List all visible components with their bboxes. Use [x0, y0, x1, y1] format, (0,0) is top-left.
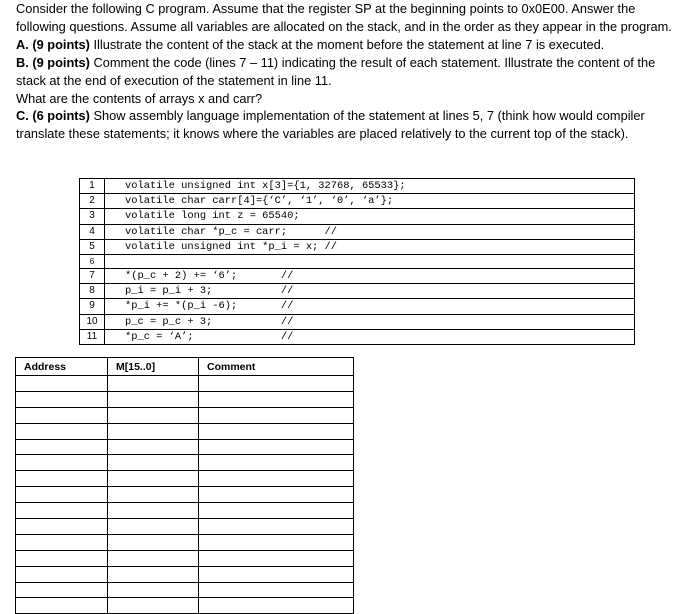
memory-row	[16, 550, 354, 566]
part-b-label: B. (9 points)	[16, 54, 90, 70]
memory-cell[interactable]	[108, 566, 199, 582]
memory-cell[interactable]	[16, 439, 108, 455]
memory-cell[interactable]	[108, 423, 199, 439]
memory-cell[interactable]	[199, 423, 354, 439]
line-source: volatile char carr[4]={‘C’, ‘1’, ‘0’, ‘a’};	[105, 194, 635, 209]
memory-cell[interactable]	[199, 376, 354, 392]
memory-row	[16, 519, 354, 535]
memory-cell[interactable]	[108, 439, 199, 455]
memory-cell[interactable]	[108, 471, 199, 487]
memory-cell[interactable]	[16, 566, 108, 582]
code-line	[80, 314, 635, 329]
memory-cell[interactable]	[16, 376, 108, 392]
memory-cell[interactable]	[199, 471, 354, 487]
code-line	[80, 209, 635, 224]
line-source: p_i = p_i + 3; //	[105, 284, 635, 299]
memory-cell[interactable]	[199, 455, 354, 471]
line-number: 1	[80, 179, 105, 194]
line-source: *(p_c + 2) += ‘6’; //	[105, 269, 635, 284]
memory-cell[interactable]	[108, 407, 199, 423]
line-source: volatile unsigned int *p_i = x; //	[105, 239, 635, 254]
part-b	[16, 54, 681, 90]
memory-cell[interactable]	[108, 391, 199, 407]
memory-row	[16, 582, 354, 598]
line-number: 10	[80, 314, 105, 329]
code-line	[80, 224, 635, 239]
line-source: *p_i += *(p_i -6); //	[105, 299, 635, 314]
line-number: 7	[80, 269, 105, 284]
memory-row	[16, 534, 354, 550]
memory-table	[15, 357, 354, 614]
memory-cell[interactable]	[16, 598, 108, 614]
part-c	[16, 107, 681, 143]
memory-table-header	[16, 358, 354, 376]
memory-cell[interactable]	[199, 519, 354, 535]
memory-cell[interactable]	[16, 455, 108, 471]
memory-cell[interactable]	[16, 550, 108, 566]
part-c-text: Show assembly language implementation of the statement at lines 5, 7 (think how would compiler translate these statements; it knows where the variables are placed relatively to the current top of the stack).	[16, 108, 645, 142]
code-line	[80, 284, 635, 299]
memory-cell[interactable]	[199, 503, 354, 519]
memory-cell[interactable]	[199, 550, 354, 566]
line-source: p_c = p_c + 3; //	[105, 314, 635, 329]
header-memory: M[15..0]	[108, 358, 199, 376]
memory-row	[16, 471, 354, 487]
memory-cell[interactable]	[16, 503, 108, 519]
memory-cell[interactable]	[199, 391, 354, 407]
code-line	[80, 239, 635, 254]
memory-cell[interactable]	[199, 566, 354, 582]
intro-paragraph: Consider the following C program. Assume that the register SP at the beginning points to 0x0E00. Answer the following questions. Assume all variables are allocated on the stack, and in the order as they appear in the program.	[16, 1, 672, 34]
memory-cell[interactable]	[16, 519, 108, 535]
memory-cell[interactable]	[108, 582, 199, 598]
memory-cell[interactable]	[108, 503, 199, 519]
memory-cell[interactable]	[16, 487, 108, 503]
code-line	[80, 269, 635, 284]
line-number: 4	[80, 224, 105, 239]
line-number: 11	[80, 329, 105, 344]
part-a-label: A. (9 points)	[16, 36, 90, 52]
header-address: Address	[16, 358, 108, 376]
memory-row	[16, 423, 354, 439]
memory-cell[interactable]	[16, 407, 108, 423]
memory-cell[interactable]	[108, 455, 199, 471]
part-b-text: Comment the code (lines 7 – 11) indicating the result of each statement. Illustrate the content of the stack at the end of execution of the statement in line 11.	[16, 54, 656, 88]
question-text	[16, 0, 681, 143]
memory-row	[16, 566, 354, 582]
memory-cell[interactable]	[199, 407, 354, 423]
memory-cell[interactable]	[108, 598, 199, 614]
line-number: 6	[80, 255, 105, 269]
memory-cell[interactable]	[108, 534, 199, 550]
memory-cell[interactable]	[16, 534, 108, 550]
line-number: 8	[80, 284, 105, 299]
line-number: 3	[80, 209, 105, 224]
memory-cell[interactable]	[199, 439, 354, 455]
memory-cell[interactable]	[199, 598, 354, 614]
memory-cell[interactable]	[108, 519, 199, 535]
code-line	[80, 329, 635, 344]
memory-row	[16, 487, 354, 503]
memory-row	[16, 407, 354, 423]
line-source: volatile long int z = 65540;	[105, 209, 635, 224]
code-line	[80, 255, 635, 269]
memory-cell[interactable]	[16, 423, 108, 439]
memory-row	[16, 391, 354, 407]
line-number: 2	[80, 194, 105, 209]
line-source	[105, 255, 635, 269]
code-line	[80, 194, 635, 209]
memory-row	[16, 376, 354, 392]
memory-row	[16, 598, 354, 614]
memory-cell[interactable]	[199, 487, 354, 503]
part-a-text: Illustrate the content of the stack at the moment before the statement at line 7 is executed.	[89, 36, 605, 52]
header-comment: Comment	[199, 358, 354, 376]
line-source: *p_c = ‘A’; //	[105, 329, 635, 344]
memory-cell[interactable]	[16, 582, 108, 598]
part-c-label: C. (6 points)	[16, 108, 90, 124]
line-number: 9	[80, 299, 105, 314]
code-listing	[79, 178, 635, 345]
memory-cell[interactable]	[16, 391, 108, 407]
memory-cell[interactable]	[199, 582, 354, 598]
code-line	[80, 179, 635, 194]
memory-cell[interactable]	[199, 534, 354, 550]
line-source: volatile char *p_c = carr; //	[105, 224, 635, 239]
memory-cell[interactable]	[16, 471, 108, 487]
memory-cell[interactable]	[108, 487, 199, 503]
memory-row	[16, 439, 354, 455]
line-number: 5	[80, 239, 105, 254]
memory-cell[interactable]	[108, 550, 199, 566]
part-b-question: What are the contents of arrays x and carr?	[16, 90, 263, 106]
memory-row	[16, 455, 354, 471]
memory-cell[interactable]	[108, 376, 199, 392]
part-a	[16, 36, 681, 54]
memory-row	[16, 503, 354, 519]
line-source: volatile unsigned int x[3]={1, 32768, 65533};	[105, 179, 635, 194]
code-line	[80, 299, 635, 314]
